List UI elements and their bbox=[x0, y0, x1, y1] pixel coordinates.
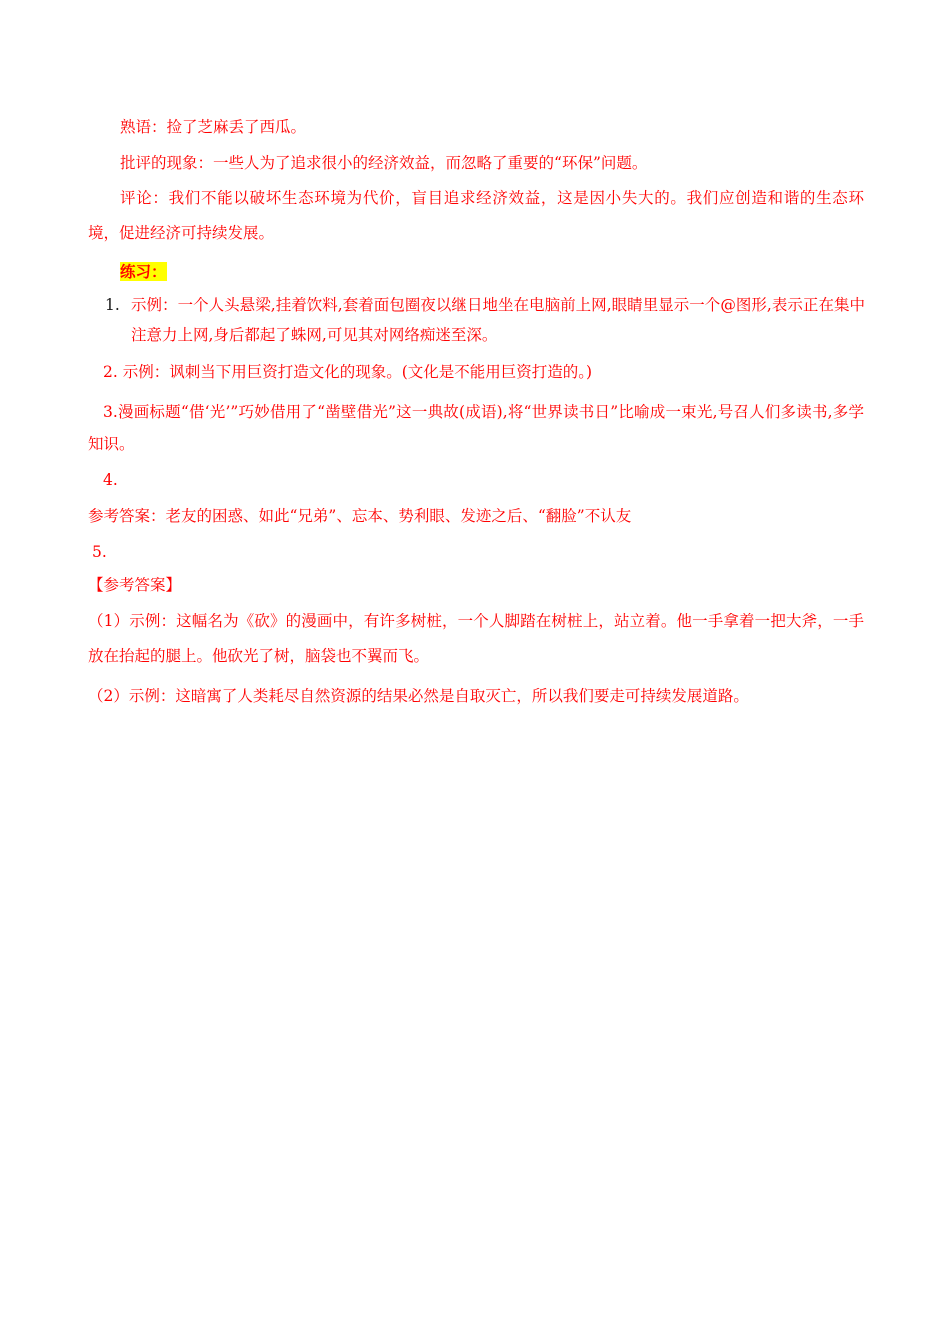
item-4-answer-text: 参考答案：老友的困惑、如此“兄弟”、忘本、势利眼、发迹之后、“翻脸”不认友 bbox=[88, 507, 632, 525]
idiom-label: 熟语： bbox=[120, 118, 167, 136]
item-number: 4. bbox=[103, 471, 118, 489]
item-number: 3. bbox=[103, 403, 118, 421]
exercise-item-5 bbox=[92, 542, 872, 562]
exercise-item-3 bbox=[88, 396, 864, 460]
comment-text: 我们不能以破坏生态环境为代价，盲目追求经济效益，这是因小失大的。我们应创造和谐的生态环境，促进经济可持续发展。 bbox=[88, 189, 864, 242]
item-text: 示例：讽刺当下用巨资打造文化的现象。(文化是不能用巨资打造的。) bbox=[122, 363, 593, 381]
answer-1 bbox=[88, 604, 864, 674]
idiom-text: 捡了芝麻丢了西瓜。 bbox=[166, 118, 307, 136]
phenomenon-label: 批评的现象： bbox=[120, 154, 214, 172]
item-number: 1. bbox=[105, 296, 120, 314]
answer-2-text: （2）示例：这暗寓了人类耗尽自然资源的结果必然是自取灭亡，所以我们要走可持续发展道路。 bbox=[88, 687, 749, 705]
comment-paragraph bbox=[88, 181, 864, 251]
exercise-heading: 练习： bbox=[120, 262, 167, 281]
exercise-item-4 bbox=[103, 470, 883, 490]
item-text: 漫画标题“借‘光’”巧妙借用了“凿壁借光”这一典故(成语),将“世界读书日”比喻成一束光,号召人们多读书,多学知识。 bbox=[88, 403, 864, 453]
comment-label: 评论： bbox=[120, 189, 169, 207]
exercise-heading-line bbox=[120, 262, 900, 282]
item-4-answer bbox=[88, 506, 868, 526]
answer-2 bbox=[88, 686, 868, 706]
item-number: 5. bbox=[92, 543, 107, 561]
exercise-item-2 bbox=[103, 362, 883, 382]
reference-heading: 【参考答案】 bbox=[88, 576, 182, 594]
idiom-line bbox=[120, 117, 900, 137]
phenomenon-text: 一些人为了追求很小的经济效益，而忽略了重要的“环保”问题。 bbox=[213, 154, 648, 172]
phenomenon-line bbox=[120, 153, 900, 173]
item-number: 2. bbox=[103, 363, 118, 381]
reference-heading-line bbox=[88, 575, 868, 595]
item-text: 示例：一个人头悬梁,挂着饮料,套着面包圈夜以继日地坐在电脑前上网,眼睛里显示一个@图形,表示正在集中注意力上网,身后都起了蛛网,可见其对网络痴迷至深。 bbox=[131, 296, 865, 344]
answer-1-text: （1）示例：这幅名为《砍》的漫画中，有许多树桩，一个人脚踏在树桩上，站立着。他一手拿着一把大斧，一手放在抬起的腿上。他砍光了树，脑袋也不翼而飞。 bbox=[88, 612, 864, 665]
exercise-item-1 bbox=[105, 290, 865, 350]
